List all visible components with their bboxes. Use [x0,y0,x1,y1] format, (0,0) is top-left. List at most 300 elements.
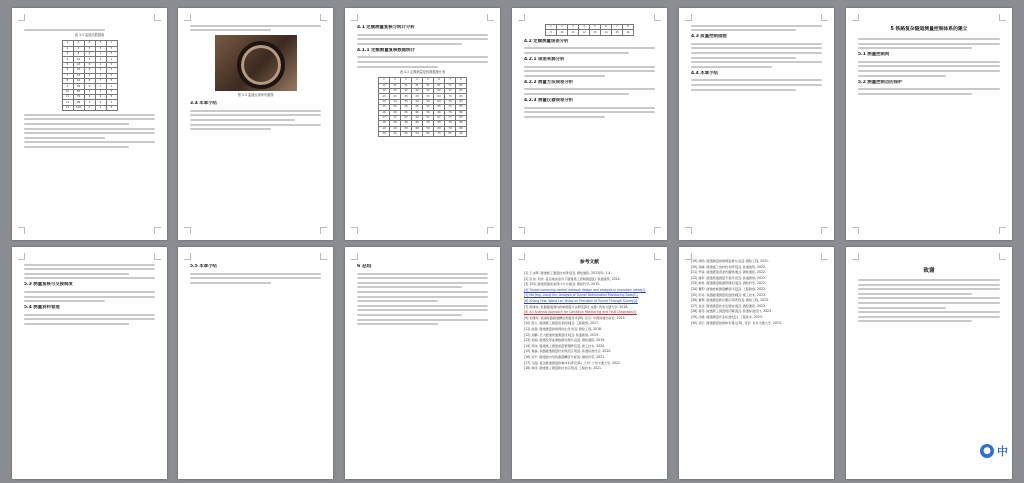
table-caption: 表 3.1 监测点数据表 [74,33,105,38]
table-cell: 1 [62,41,73,46]
table-cell: 10 [557,30,568,35]
table-cell: 12 [379,88,390,93]
table-cell: 8 [84,62,95,67]
page-corner-mark [154,14,161,21]
text-line [190,29,271,31]
table-cell: 17 [379,115,390,120]
reference-entry: [3] 李明. 隧道贯通误差预计与分析[J]. 测绘科学, 2015. [524,282,601,287]
table-caption: 表 4.1 定额测量复核数据统计表 [399,70,446,75]
reference-entry: [4] Tunnel surveying control network design and analysis in mountain areas[J]. [524,287,646,292]
page-corner-mark [654,253,661,260]
reference-entry: [14] 郑伟. 隧道施工测量质量管理研究[J]. 施工技术, 2020. [524,343,606,348]
text-line [24,300,105,302]
section-heading: 4.1 定额测量复核与统计分析 [357,25,415,30]
text-line [691,66,772,68]
table-cell: 5 [590,25,601,30]
text-line [357,43,462,45]
text-line [190,25,321,27]
reference-entry: [16] 何平. 隧道洞内导线测量精度分析[J]. 测绘科学, 2021. [524,354,606,359]
table-cell: 33 [73,73,84,78]
reference-entry: [20] 高峰. 隧道施工放样技术研究[J]. 铁道建筑, 2022. [691,264,766,269]
document-page-9[interactable] [345,247,500,479]
table-cell: 16 [379,110,390,115]
table-cell: 4 [62,57,73,62]
table-cell: 6 [62,68,73,73]
table-cell: 4 [84,73,95,78]
page-corner-mark [821,253,828,260]
table-cell: 19 [379,126,390,131]
text-line [190,124,321,126]
text-line [24,146,129,148]
text-line [190,128,271,130]
table-cell: 77 [445,115,456,120]
table-cell: 3 [106,62,117,67]
text-line [858,70,1000,72]
table-cell: 7 [95,68,106,73]
reference-entry: [23] 韩雪. 隧道测量数据管理系统[J]. 测绘科学, 2022. [691,281,766,286]
table-cell: 3 [73,46,84,51]
table-cell: 4 [95,100,106,105]
table-cell: 15 [612,30,623,35]
text-line [357,323,438,325]
table-cell: 63 [434,94,445,99]
table-cell: 8 [623,25,634,30]
page-corner-mark [518,227,525,234]
table-cell: 32 [401,88,412,93]
table-cell: 1 [546,25,557,30]
table-cell: 37 [401,115,412,120]
text-line [190,273,321,275]
page-corner-mark [654,14,661,21]
document-page-7[interactable] [12,247,167,479]
text-line [357,296,488,298]
document-page-4[interactable] [512,8,667,240]
reference-entry: [10] 周立. 隧道施工测量误差控制[J]. 工程勘察, 2017. [524,321,599,326]
page-corner-mark [999,227,1006,234]
table-cell: 3 [84,68,95,73]
page-corner-mark [487,14,494,21]
text-line [190,277,321,279]
text-line [357,291,488,293]
chapter-title: 5 铁路复杂隧道测量控制体系的建立 [890,27,968,32]
text-line [24,132,155,134]
table-cell: 26 [390,110,401,115]
text-line [357,300,438,302]
table-cell: 43 [412,94,423,99]
text-line [858,320,972,322]
table-cell: 30 [390,132,401,137]
table-cell: 2 [390,78,401,83]
table-cell: 4 [579,25,590,30]
text-line [357,61,488,63]
page-corner-mark [999,14,1006,21]
table-cell: 11 [62,95,73,100]
table-cell: 10 [73,57,84,62]
document-page-5[interactable] [679,8,834,240]
document-page-11[interactable] [679,247,834,479]
photo-ring-detail [237,41,285,89]
reference-entry: [8] An Analysis Approach for Condition Monitoring and Fault Diagnosis[J]. [524,310,637,315]
table-cell: 4 [95,73,106,78]
ime-indicator[interactable] [980,441,1020,461]
table-cell: 5 [106,95,117,100]
text-line [24,296,155,298]
reference-entry: [12] 孙鹏. 长大隧道贯通测量技术[J]. 铁道勘察, 2019. [524,332,599,337]
page-corner-mark [184,14,191,21]
section-heading: 5.5 本章小结 [190,264,217,269]
table-cell: 14 [379,99,390,104]
document-page-2[interactable] [178,8,333,240]
text-line [524,75,605,77]
text-line [691,25,822,27]
reference-entry: [5] Ma Jing, Liang Xin. Analysis of Tunnel Deformation Monitoring Data[C]. [524,293,639,298]
text-line [691,84,822,86]
table-cell: 4 [84,51,95,56]
table-cell: 3 [62,51,73,56]
text-line [24,323,129,325]
text-line [858,302,1000,304]
table-cell: 6 [73,51,84,56]
page-corner-mark [320,14,327,21]
table-cell: 33 [401,94,412,99]
page-corner-mark [518,253,525,260]
reference-entry: [24] 曹阳. 隧道控制测量精度评定[J]. 工程勘察, 2022. [691,286,766,291]
table-row [62,105,117,110]
page-corner-mark [154,253,161,260]
table-cell: 46 [412,110,423,115]
table-cell: 87 [456,115,467,120]
reference-entry: [13] 吴刚. 隧道变形监测数据处理方法[J]. 测绘通报, 2019. [524,338,606,343]
table-cell: 39 [401,126,412,131]
table-cell: 1 [379,78,390,83]
figure-caption: 图 3.3 监测点现场布置图 [237,93,274,98]
table-cell: 66 [434,110,445,115]
page-corner-mark [685,253,692,260]
table-cell: 79 [445,126,456,131]
page-corner-mark [351,14,358,21]
table-cell: 76 [445,110,456,115]
table-cell: 71 [445,83,456,88]
table-cell: 41 [412,83,423,88]
table-cell: 4 [84,105,95,110]
table-cell: 1 [95,84,106,89]
page-corner-mark [184,227,191,234]
text-line [524,47,655,49]
text-line [357,282,488,284]
reference-entry: [1] 王永辉. 隧道施工测量技术研究[J]. 测绘通报, 2012(5): 1-4. [524,271,612,275]
page-corner-mark [999,253,1006,260]
table-cell: 85 [456,105,467,110]
text-line [858,75,946,77]
table-cell: 16 [623,30,634,35]
table-cell: 4 [412,78,423,83]
table-cell: 7 [445,78,456,83]
table-cell: 40 [401,132,412,137]
table-cell: 13 [590,30,601,35]
table-cell: 62 [434,88,445,93]
table-cell: 28 [390,121,401,126]
table-cell: 2 [557,25,568,30]
table-cell: 3 [568,25,579,30]
reference-entry: [7] 陈晓东. 铁路隧道洞内控制测量方法研究[D]. 成都: 西南交通大学, 2016. [524,304,629,309]
table-cell: 14 [601,30,612,35]
table-cell: 1 [106,41,117,46]
text-line [858,316,1000,318]
text-line [858,311,1000,313]
section-heading: 5.4 测量资料管理 [24,305,60,311]
table-cell: 80 [445,132,456,137]
table-cell: 22 [390,88,401,93]
table-cell: 1 [95,62,106,67]
page-corner-mark [852,253,859,260]
section-heading: 5.3 测量复核与交接制度 [24,282,73,288]
section-heading: 5.2 测量控制点的保护 [858,79,903,85]
text-line [357,309,488,311]
table-cell: 27 [390,115,401,120]
document-page-3[interactable] [345,8,500,240]
table-cell: 10 [62,89,73,94]
data-table [62,40,118,111]
table-cell: 3 [106,84,117,89]
section-heading: 4.2.1 误差来源分析 [524,56,565,62]
table-cell: 75 [445,105,456,110]
table-cell: 8 [62,78,73,83]
data-table [545,24,634,36]
text-line [691,52,822,54]
page-corner-mark [518,14,525,21]
document-page-1[interactable] [12,8,167,240]
table-cell: 81 [456,83,467,88]
table-cell: 18 [73,62,84,67]
table-cell: 25 [73,68,84,73]
section-heading: 4.1.1 定额测量复核数据统计 [357,47,415,53]
text-line [24,123,129,125]
table-cell: 8 [84,78,95,83]
table-cell: 20 [379,132,390,137]
table-cell: 5 [62,62,73,67]
table-cell: 69 [434,126,445,131]
table-cell: 9 [546,30,557,35]
text-line [858,279,1000,281]
text-line [24,314,155,316]
text-line [858,293,972,295]
text-line [524,93,629,95]
text-line [691,89,796,91]
text-line [24,137,105,139]
text-line [858,307,946,309]
page-corner-mark [852,14,859,21]
table-cell: 44 [412,99,423,104]
data-table [378,77,467,137]
page-corner-mark [685,14,692,21]
page-corner-mark [487,227,494,234]
table-cell: 1 [95,51,106,56]
text-line [24,128,155,130]
text-line [24,318,155,320]
table-cell: 65 [434,105,445,110]
table-cell: 54 [423,99,434,104]
table-cell: 89 [456,126,467,131]
text-line [858,288,1000,290]
table-cell: 47 [412,115,423,120]
table-cell: 50 [412,132,423,137]
chapter-title: 致谢 [923,268,935,274]
text-line [524,111,655,113]
table-cell: 59 [423,126,434,131]
page-corner-mark [821,14,828,21]
table-cell: 5 [423,78,434,83]
reference-entry: [22] 谢军. 隧道贯通测量方案设计[J]. 铁道勘察, 2022. [691,275,766,280]
text-line [858,93,972,95]
table-cell: 3 [106,89,117,94]
table-cell: 42 [412,88,423,93]
table-cell: 1 [106,57,117,62]
page-corner-mark [154,227,161,234]
text-line [858,61,1000,63]
page-corner-mark [351,227,358,234]
table-cell: 74 [445,99,456,104]
table-cell: 73 [445,94,456,99]
table-cell: 70 [434,132,445,137]
text-line [524,66,655,68]
table-cell: 11 [379,83,390,88]
table-cell: 6 [434,78,445,83]
table-cell: 5 [106,51,117,56]
table-cell: 57 [423,115,434,120]
table-cell: 9 [84,84,95,89]
text-line [24,114,155,116]
reference-entry: [27] 袁洁. 隧道测量技术发展综述[J]. 测绘通报, 2023. [691,303,766,308]
section-heading: 3.4 本章小结 [190,101,217,107]
table-cell: 12 [62,100,73,105]
table-cell: 86 [456,110,467,115]
document-page-6[interactable] [846,8,1012,240]
text-line [24,141,155,143]
text-line [858,284,1000,286]
text-line [524,116,605,118]
reference-entry: [28] 蒋涛. 隧道施工测量规范解读[J]. 铁道标准设计, 2023. [691,309,773,314]
reference-entry: [9] 刘建军. 高速铁路隧道精密测量技术[M]. 北京: 中国铁道出版社, 2013. [524,315,626,320]
text-line [24,268,155,270]
text-line [24,291,155,293]
section-heading: 4.3 质量控制措施 [691,34,727,40]
table-cell: 88 [456,121,467,126]
text-line [357,66,438,68]
table-cell: 13 [379,94,390,99]
text-line [357,56,488,58]
table-cell: 49 [412,126,423,131]
table-cell: 1 [95,89,106,94]
text-line [357,277,488,279]
ime-indicator-icon[interactable]: ● [980,444,994,458]
reference-entry: [11] 赵强. 隧道测量控制网优化设计[J]. 测绘工程, 2018. [524,326,603,331]
page-corner-mark [320,227,327,234]
reference-entry: [26] 董辉. 隧道测量新仪器应用研究[J]. 测绘工程, 2023. [691,298,770,303]
table-cell: 55 [423,105,434,110]
table-cell: 23 [390,94,401,99]
table-cell: 34 [401,99,412,104]
table-cell: 1 [106,68,117,73]
table-cell: 3 [106,78,117,83]
table-cell: 1 [84,57,95,62]
table-cell: 56 [423,110,434,115]
table-cell: 38 [401,121,412,126]
table-cell: 18 [379,121,390,126]
table-cell: 31 [401,83,412,88]
page-corner-mark [18,253,25,260]
text-line [691,29,796,31]
page-corner-mark [351,253,358,260]
document-page-8[interactable] [178,247,333,479]
text-line [858,38,1000,40]
table-cell: 21 [390,83,401,88]
ime-language-label[interactable]: 中 [997,445,1008,458]
table-cell: 11 [568,30,579,35]
page-corner-mark [184,253,191,260]
table-cell: 29 [390,126,401,131]
text-line [24,264,155,266]
text-line [858,297,1000,299]
reference-entry: [17] 马超. 复杂隧道测量控制体系研究[D]. 兰州: 兰州交通大学, 2021. [524,360,621,365]
section-heading: 5.1 测量控制网 [858,52,890,58]
table-cell: 51 [423,83,434,88]
text-line [357,273,488,275]
table-cell: 60 [423,132,434,137]
table-cell: 44 [73,78,84,83]
table-cell: 3 [84,100,95,105]
table-cell: 48 [412,121,423,126]
table-cell: 12 [579,30,590,35]
text-line [357,314,462,316]
text-line [524,52,629,54]
table-cell: 3 [95,41,106,46]
table-cell: 3 [106,46,117,51]
text-line [24,273,129,275]
text-line [858,43,1000,45]
table-cell: 7 [612,25,623,30]
document-page-10[interactable] [512,247,667,479]
section-heading: 4.4 本章小结 [691,70,718,76]
table-cell: 89 [73,100,84,105]
table-cell: 35 [401,105,412,110]
table-cell: 13 [62,105,73,110]
table-cell: 1 [95,105,106,110]
reference-list [691,259,822,326]
table-cell: 5 [84,46,95,51]
text-line [190,114,321,116]
reference-entry: [30] 邓宇. 隧道测量控制体系建立[D]. 北京: 北京交通大学, 2023. [691,320,782,325]
page-corner-mark [18,227,25,234]
table-cell: 2 [62,46,73,51]
text-line [357,38,488,40]
text-line [691,61,822,63]
table-row [379,132,467,137]
table-cell: 100 [73,105,84,110]
table-cell: 3 [106,100,117,105]
table-cell: 52 [423,88,434,93]
page-corner-mark [685,227,692,234]
page-corner-mark [487,253,494,260]
text-line [190,110,321,112]
table-cell: 2 [95,57,106,62]
text-line [24,118,155,120]
text-line [524,88,655,90]
table-cell: 64 [434,99,445,104]
table-cell: 53 [423,94,434,99]
table-cell: 68 [434,121,445,126]
text-line [357,34,488,36]
page-corner-mark [821,227,828,234]
